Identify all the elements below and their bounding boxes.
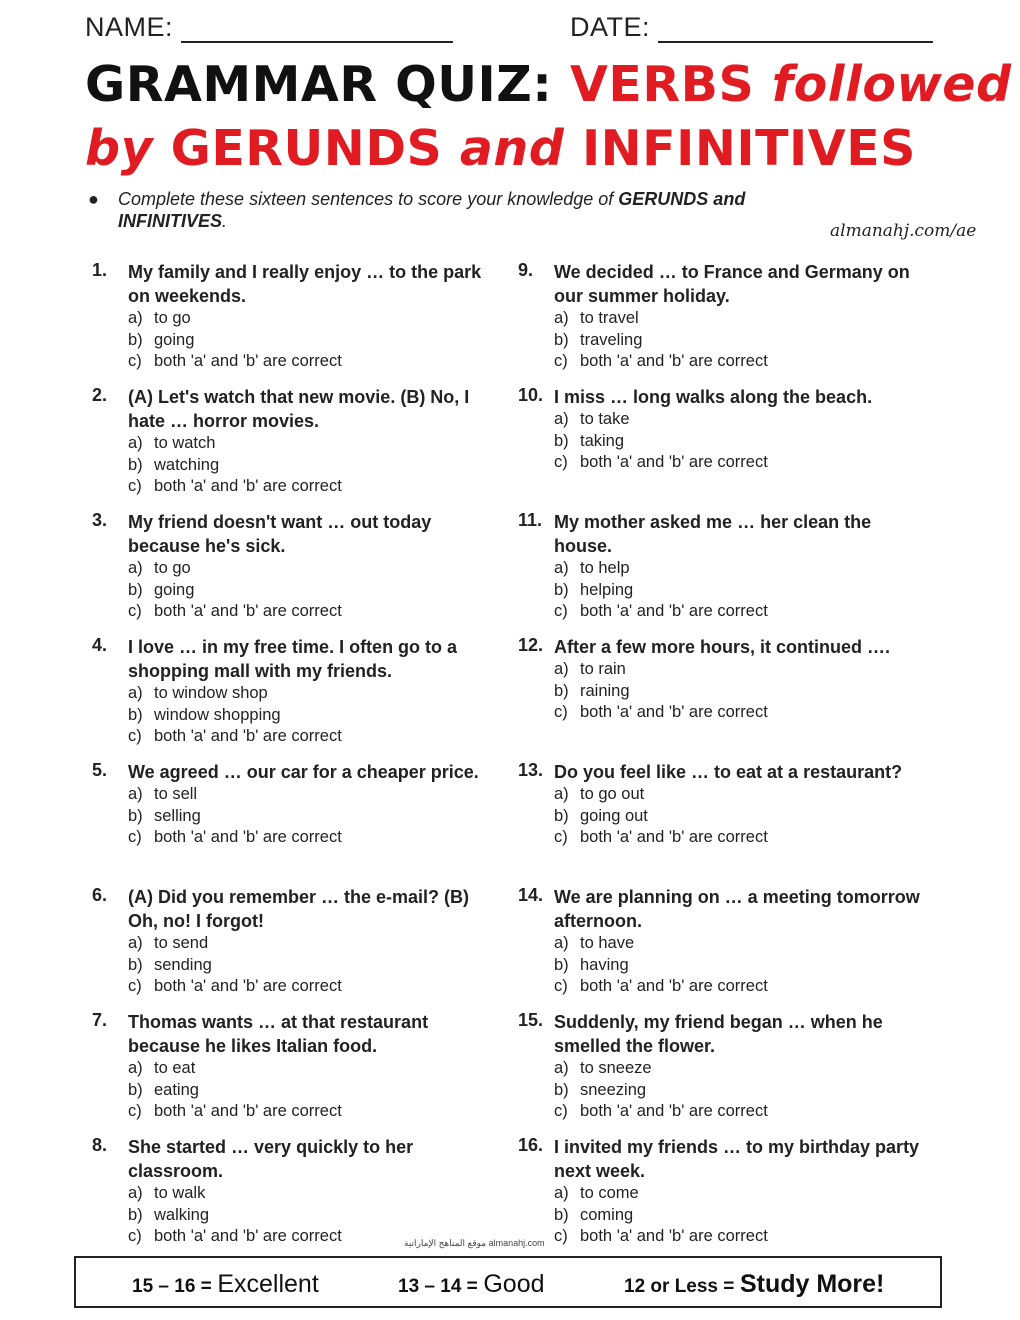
title-grammar-quiz: GRAMMAR QUIZ: [85,56,553,113]
answer-option[interactable] [128,1101,498,1123]
question-number: 6. [92,885,108,905]
question-item [518,885,918,1010]
question-number: 15. [518,1010,544,1030]
watermark: almanahj.com/ae [830,221,977,241]
answer-option[interactable] [128,827,498,849]
instructions-plain: Complete these sixteen sentences to score your knowledge of [118,189,619,209]
option-text: traveling [580,330,643,349]
score-label: Study More! [739,1270,885,1298]
question-item [518,760,918,885]
question-body [128,1010,498,1123]
option-letter: b) [128,1080,143,1099]
question-body [128,260,498,373]
option-text: to window shop [154,684,268,702]
option-text: both 'a' and 'b' are correct [580,703,768,721]
question-number: 14. [518,885,544,905]
answer-option[interactable] [128,933,498,955]
question-number: 3. [92,510,108,530]
question-body [554,760,924,849]
answer-option[interactable] [128,726,498,748]
option-text: taking [580,431,625,450]
option-letter: c) [554,352,568,370]
answer-option[interactable] [554,351,924,373]
option-letter: b) [128,955,143,974]
answer-option[interactable] [128,955,498,977]
question-body [554,1135,924,1248]
answer-option[interactable] [554,681,924,703]
option-letter: a) [554,660,569,678]
option-text: going [154,330,195,349]
question-item [518,635,918,760]
option-letter: c) [128,727,142,745]
question-item [92,760,492,885]
question-stem: I invited my friends … to my birthday party next week. [554,1137,920,1181]
answer-option[interactable] [554,1183,924,1205]
score-good [398,1270,545,1299]
title-verbs: VERBS [569,56,755,113]
option-text: to go [154,559,191,577]
option-text: to go [154,309,191,327]
answer-option[interactable] [128,1205,498,1227]
question-stem: Do you feel like … to eat at a restaurant? [554,762,903,782]
option-text: both 'a' and 'b' are correct [580,602,768,620]
question-number: 16. [518,1135,544,1155]
option-text: to travel [580,309,639,327]
option-letter: a) [128,785,143,803]
question-item [92,385,492,510]
option-text: watching [154,455,220,474]
option-text: to sneeze [580,1059,652,1077]
question-stem: (A) Let's watch that new movie. (B) No, I hate … horror movies. [128,387,470,431]
option-text: both 'a' and 'b' are correct [154,828,342,846]
option-text: both 'a' and 'b' are correct [154,602,342,620]
question-body [554,635,924,724]
option-letter: a) [128,684,143,702]
question-stem: After a few more hours, it continued …. [554,637,891,657]
answer-option[interactable] [554,659,924,681]
question-stem: My family and I really enjoy … to the park on weekends. [128,262,482,306]
title-infinitives: INFINITIVES [581,120,916,177]
instructions-bold: GERUNDS and INFINITIVES [118,189,746,231]
question-body [128,885,498,998]
question-stem: We are planning on … a meeting tomorrow afternoon. [554,887,920,931]
option-text: both 'a' and 'b' are correct [154,1227,342,1245]
question-item [518,1010,918,1135]
question-body [128,760,498,849]
option-text: to walk [154,1184,206,1202]
option-letter: b) [128,330,143,349]
option-text: both 'a' and 'b' are correct [580,977,768,995]
question-stem: Thomas wants … at that restaurant because he likes Italian food. [128,1012,429,1056]
answer-option[interactable] [554,1101,924,1123]
question-number: 12. [518,635,544,655]
option-letter: a) [554,559,569,577]
question-number: 13. [518,760,544,780]
option-letter: b) [554,1205,569,1224]
answer-option[interactable] [128,683,498,705]
option-text: both 'a' and 'b' are correct [154,352,342,370]
question-body [128,635,498,748]
answer-option[interactable] [128,330,498,352]
question-body [128,510,498,623]
answer-option[interactable] [128,1080,498,1102]
question-stem: My friend doesn't want … out today because he's sick. [128,512,432,556]
option-text: sneezing [580,1080,647,1099]
question-stem: We agreed … our car for a cheaper price. [128,762,479,782]
question-number: 5. [92,760,108,780]
question-item [92,1010,492,1135]
date-field[interactable] [570,12,933,43]
question-stem: I love … in my free time. I often go to a shopping mall with my friends. [128,637,458,681]
option-text: coming [580,1205,634,1224]
answer-option[interactable] [128,455,498,477]
title-and: and [459,120,565,177]
question-item [518,260,918,385]
name-field[interactable] [85,12,453,43]
option-letter: c) [128,477,142,495]
title-followed: followed [771,56,1012,113]
date-label: DATE: [570,12,651,42]
title-gerunds: GERUNDS [170,120,443,177]
question-stem: (A) Did you remember … the e-mail? (B) Oh, no! I forgot! [128,887,470,931]
option-letter: a) [554,1059,569,1077]
option-text: both 'a' and 'b' are correct [580,1227,768,1245]
question-item [518,385,918,510]
option-letter: c) [128,602,142,620]
title-by: by [85,120,154,177]
option-text: walking [154,1205,210,1224]
question-body [128,1135,498,1248]
question-stem: My mother asked me … her clean the house. [554,512,872,556]
answer-option[interactable] [554,1205,924,1227]
answer-option[interactable] [554,1058,924,1080]
option-letter: b) [128,580,143,599]
option-letter: a) [128,1059,143,1077]
score-range: 15 – 16 = [132,1276,212,1297]
option-text: both 'a' and 'b' are correct [154,1102,342,1120]
small-credit: موقع المناهج الإماراتية almanahj.com [404,1238,545,1248]
answer-option[interactable] [128,476,498,498]
question-number: 9. [518,260,534,280]
answer-option[interactable] [128,1183,498,1205]
option-letter: c) [554,1227,568,1245]
option-letter: c) [128,1102,142,1120]
option-text: to come [580,1184,639,1202]
score-study-more [624,1270,884,1299]
question-body [554,510,924,623]
score-range: 12 or Less = [624,1276,735,1297]
option-letter: a) [128,559,143,577]
answer-option[interactable] [554,1080,924,1102]
option-text: going [154,580,195,599]
option-text: to take [580,410,630,428]
question-stem: Suddenly, my friend began … when he smelled the flower. [554,1012,883,1056]
option-letter: b) [128,1205,143,1224]
questions-left-column [92,260,492,1260]
question-body [554,385,924,474]
option-text: to send [154,934,209,952]
question-item [92,510,492,635]
option-letter: b) [554,431,569,450]
option-text: both 'a' and 'b' are correct [154,477,342,495]
instructions-end: . [222,211,228,231]
answer-option[interactable] [554,558,924,580]
question-number: 8. [92,1135,108,1155]
answer-option[interactable] [128,558,498,580]
option-letter: b) [554,580,569,599]
question-stem: We decided … to France and Germany on our summer holiday. [554,262,910,306]
option-letter: a) [128,434,143,452]
option-text: having [580,955,629,974]
answer-option[interactable] [554,330,924,352]
question-number: 2. [92,385,108,405]
instructions [88,188,858,232]
option-letter: b) [554,681,569,700]
option-letter: c) [554,1102,568,1120]
option-letter: c) [128,977,142,995]
option-letter: c) [554,977,568,995]
answer-option[interactable] [554,601,924,623]
question-body [554,885,924,998]
option-text: to eat [154,1059,196,1077]
option-letter: b) [128,705,143,724]
answer-option[interactable] [554,308,924,330]
option-letter: b) [554,330,569,349]
question-item [92,260,492,385]
option-letter: a) [128,309,143,327]
question-item [92,885,492,1010]
question-stem: I miss … long walks along the beach. [554,387,873,407]
question-item [518,510,918,635]
answer-option[interactable] [554,1226,924,1248]
option-letter: c) [128,828,142,846]
answer-option[interactable] [554,976,924,998]
option-text: to help [580,559,630,577]
option-text: window shopping [154,705,281,724]
score-guide-box [74,1256,942,1308]
answer-option[interactable] [554,452,924,474]
answer-option[interactable] [554,409,924,431]
option-letter: c) [554,602,568,620]
answer-option[interactable] [128,806,498,828]
answer-option[interactable] [128,784,498,806]
answer-option[interactable] [554,784,924,806]
option-text: helping [580,580,634,599]
answer-option[interactable] [554,806,924,828]
option-letter: a) [554,934,569,952]
option-letter: c) [128,1227,142,1245]
option-letter: a) [554,1184,569,1202]
answer-option[interactable] [554,580,924,602]
question-number: 10. [518,385,544,405]
option-letter: c) [128,352,142,370]
answer-option[interactable] [128,976,498,998]
option-letter: a) [554,410,569,428]
option-text: raining [580,681,630,700]
question-body [128,385,498,498]
bullet-icon: ● [88,189,99,209]
answer-option[interactable] [128,351,498,373]
option-text: both 'a' and 'b' are correct [580,828,768,846]
answer-option[interactable] [128,308,498,330]
answer-option[interactable] [128,705,498,727]
option-letter: b) [128,806,143,825]
option-letter: c) [554,453,568,471]
question-number: 4. [92,635,108,655]
answer-option[interactable] [554,933,924,955]
score-label: Good [483,1270,545,1298]
option-letter: b) [554,806,569,825]
option-letter: b) [554,955,569,974]
answer-option[interactable] [128,1058,498,1080]
option-letter: c) [554,828,568,846]
option-text: to sell [154,785,198,803]
option-letter: a) [128,1184,143,1202]
question-stem: She started … very quickly to her classroom. [128,1137,414,1181]
option-letter: b) [128,455,143,474]
title-line-2 [85,120,916,177]
answer-option[interactable] [128,601,498,623]
score-range: 13 – 14 = [398,1276,478,1297]
score-excellent [132,1270,319,1299]
option-text: both 'a' and 'b' are correct [154,727,342,745]
instructions-text [118,188,858,232]
option-text: both 'a' and 'b' are correct [580,1102,768,1120]
option-letter: c) [554,703,568,721]
question-number: 11. [518,510,543,530]
answer-option[interactable] [554,955,924,977]
question-item [92,635,492,760]
question-number: 1. [92,260,108,280]
option-text: sending [154,955,212,974]
name-blank-line[interactable] [181,15,453,43]
option-text: to watch [154,434,216,452]
name-label: NAME: [85,12,174,42]
title-line-1 [85,56,1012,113]
questions-right-column [518,260,918,1260]
answer-option[interactable] [554,431,924,453]
option-letter: a) [554,785,569,803]
option-text: to rain [580,660,626,678]
option-text: eating [154,1080,199,1099]
option-text: selling [154,806,201,825]
question-number: 7. [92,1010,108,1030]
question-item [518,1135,918,1260]
option-letter: b) [554,1080,569,1099]
score-label: Excellent [217,1270,319,1298]
option-text: both 'a' and 'b' are correct [580,453,768,471]
answer-option[interactable] [128,580,498,602]
option-letter: a) [554,309,569,327]
option-letter: a) [128,934,143,952]
answer-option[interactable] [128,433,498,455]
option-text: to have [580,934,635,952]
option-text: going out [580,806,648,825]
answer-option[interactable] [554,702,924,724]
date-blank-line[interactable] [658,15,933,43]
question-body [554,260,924,373]
option-text: both 'a' and 'b' are correct [580,352,768,370]
option-text: to go out [580,785,645,803]
option-text: both 'a' and 'b' are correct [154,977,342,995]
answer-option[interactable] [554,827,924,849]
question-body [554,1010,924,1123]
